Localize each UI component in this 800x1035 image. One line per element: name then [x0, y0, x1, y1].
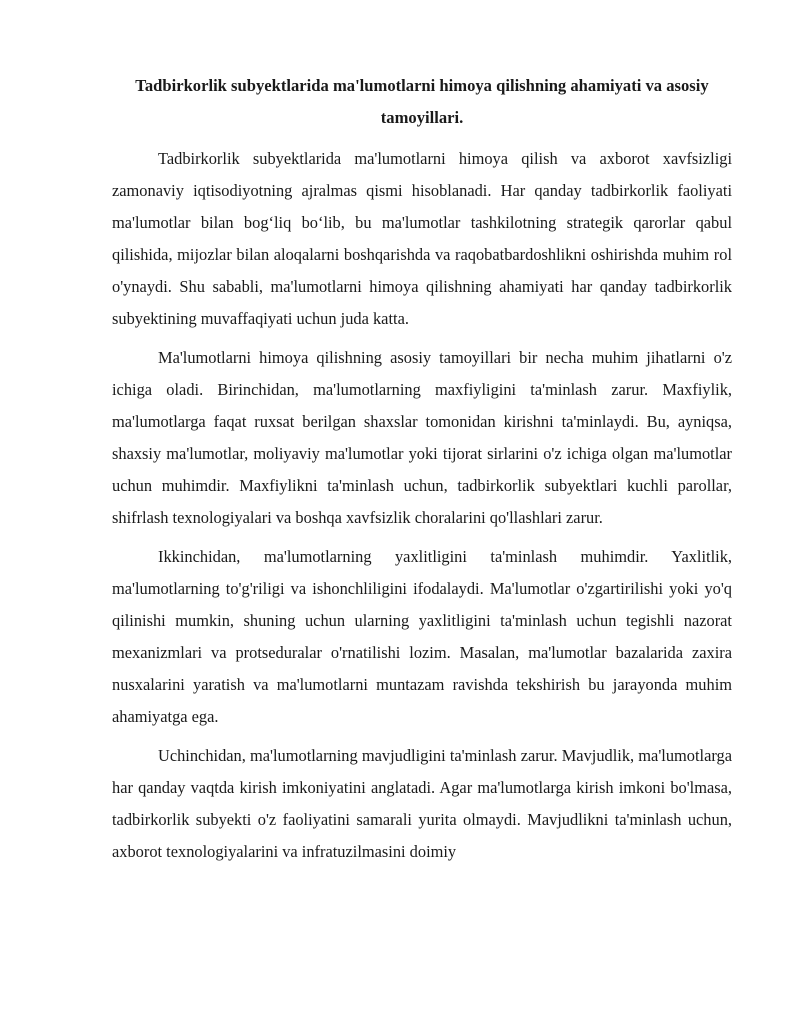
paragraph-intro: Tadbirkorlik subyektlarida ma'lumotlarni himoya qilish va axborot xavfsizligi zamonaviy iqtisodiyotning ajralmas qismi hisoblanadi. Har qanday tadbirkorlik faoliyati ma'lumotlar bilan bog‘liq bo‘lib, bu ma'lumotlar tashkilotning strategik qarorlar qabul qilishida, mijozlar bilan aloqalarni boshqarishda va raqobatbardoshlikni oshirishda muhim rol o'ynaydi. Shu sababli, ma'lumotlarni himoya qilishning ahamiyati har qanday tadbirkorlik subyektining muvaffaqiyati uchun juda katta. [112, 149, 732, 328]
paragraph-integrity: Ikkinchidan, ma'lumotlarning yaxlitligini ta'minlash muhimdir. Yaxlitlik, ma'lumotlarning to'g'riligi va ishonchliligini ifodalaydi. Ma'lumotlar o'zgartirilishi yoki yo'q qilinishi mumkin, shuning uchun ularning yaxlitligini ta'minlash uchun tegishli nazorat mexanizmlari va protseduralar o'rnatilishi lozim. Masalan, ma'lumotlar bazalarida zaxira nusxalarini yaratish va ma'lumotlarni muntazam ravishda tekshirish bu jarayonda muhim ahamiyatga ega. [112, 547, 732, 726]
document-title: Tadbirkorlik subyektlarida ma'lumotlarni himoya qilishning ahamiyati va asosiy tamoyillari. [135, 76, 709, 127]
document-page [112, 70, 732, 875]
paragraph-principles: Ma'lumotlarni himoya qilishning asosiy tamoyillari bir necha muhim jihatlarni o'z ichiga oladi. Birinchidan, ma'lumotlarning maxfiyligini ta'minlash zarur. Maxfiylik, ma'lumotlarga faqat ruxsat berilgan shaxslar tomonidan kirishni ta'minlaydi. Bu, ayniqsa, shaxsiy ma'lumotlar, moliyaviy ma'lumotlar yoki tijorat sirlarini o'z ichiga olgan ma'lumotlar uchun muhimdir. Maxfiylikni ta'minlash uchun, tadbirkorlik subyektlari kuchli parollar, shifrlash texnologiyalari va boshqa xavfsizlik choralarini qo'llashlari zarur. [112, 348, 732, 527]
paragraph-availability: Uchinchidan, ma'lumotlarning mavjudligini ta'minlash zarur. Mavjudlik, ma'lumotlarga har qanday vaqtda kirish imkoniyatini anglatadi. Agar ma'lumotlarga kirish imkoni bo'lmasa, tadbirkorlik subyekti o'z faoliyatini samarali yurita olmaydi. Mavjudlikni ta'minlash uchun, axborot texnologiyalarini va infratuzilmasini doimiy [112, 746, 732, 861]
